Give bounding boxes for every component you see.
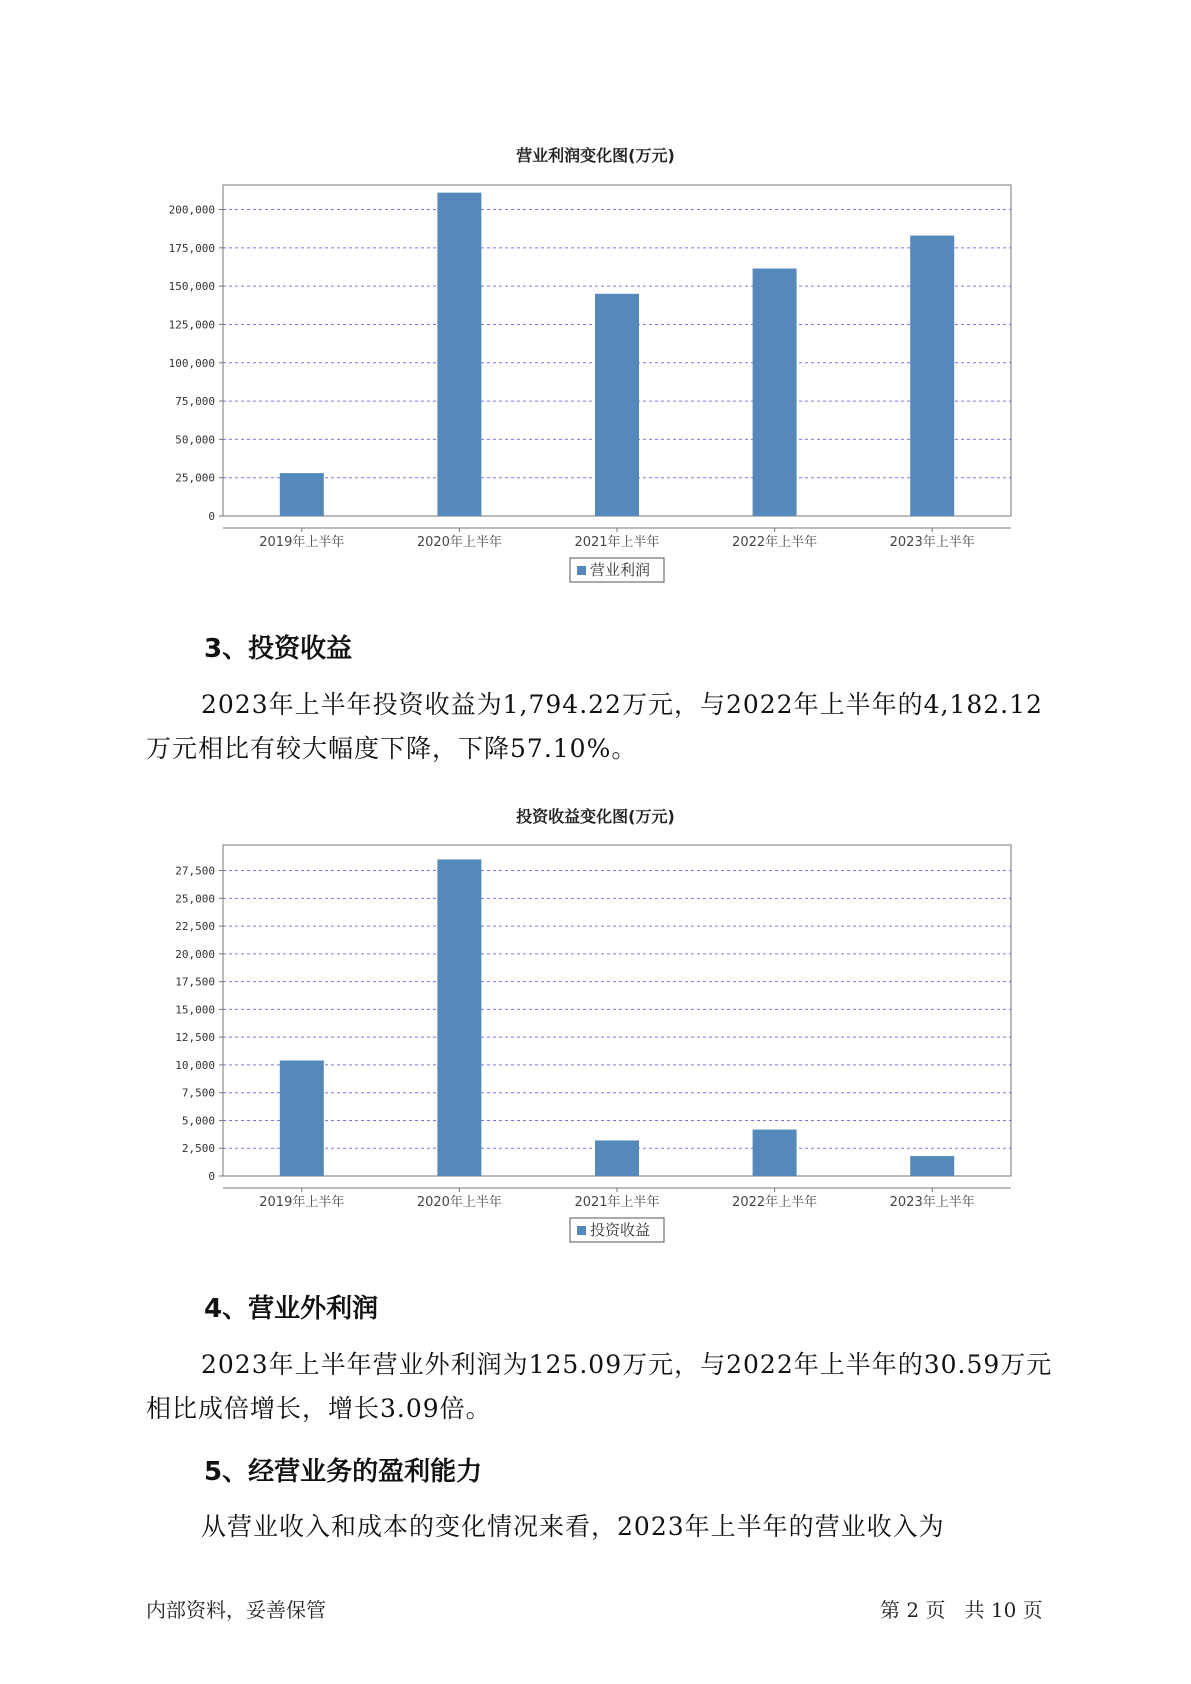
plot-area (223, 845, 1011, 1176)
legend-label: 投资收益 (590, 1221, 651, 1239)
y-tick-label: 50,000 (175, 433, 215, 447)
paragraph-non-operating: 2023年上半年营业外利润为125.09万元，与2022年上半年的30.59万元相比成倍增长，增长3.09倍。 (146, 1350, 1053, 1423)
section-heading-investment: 3、投资收益 (204, 634, 353, 664)
bar (753, 1130, 797, 1176)
y-tick-label: 100,000 (168, 356, 215, 370)
y-tick-label: 0 (208, 510, 215, 523)
y-tick-label: 7,500 (181, 1086, 215, 1100)
investment-income-chart (0, 820, 1191, 1260)
x-tick-label: 2020年上半年 (416, 535, 502, 550)
section-heading-profitability: 5、经营业务的盈利能力 (204, 1457, 483, 1487)
section-heading-non-operating: 4、营业外利润 (204, 1294, 379, 1324)
x-tick-label: 2022年上半年 (732, 1195, 818, 1210)
chart-2-title: 投资收益变化图(万元) (516, 807, 675, 826)
x-tick-label: 2020年上半年 (416, 1195, 502, 1210)
footer-page-number: 第 2 页 共 10 页 (880, 1598, 1043, 1622)
x-tick-label: 2021年上半年 (574, 1195, 660, 1210)
y-tick-label: 200,000 (168, 203, 215, 217)
paragraph-profitability: 从营业收入和成本的变化情况来看，2023年上半年的营业收入为 (201, 1512, 945, 1541)
bar (437, 193, 481, 516)
x-tick-label: 2021年上半年 (574, 535, 660, 550)
y-tick-label: 25,000 (175, 892, 215, 906)
y-tick-label: 22,500 (175, 920, 215, 934)
x-tick-label: 2023年上半年 (889, 1195, 975, 1210)
paragraph-investment: 2023年上半年投资收益为1,794.22万元，与2022年上半年的4,182.12万元相比有较大幅度下降，下降57.10%。 (146, 690, 1043, 763)
bar (910, 1156, 954, 1176)
bar (753, 269, 797, 516)
chart-1-title: 营业利润变化图(万元) (516, 146, 675, 165)
bar (595, 294, 639, 516)
y-tick-label: 12,500 (175, 1031, 215, 1045)
y-tick-label: 150,000 (168, 280, 215, 294)
legend-swatch (577, 1226, 586, 1235)
x-tick-label: 2022年上半年 (732, 535, 818, 550)
y-tick-label: 27,500 (175, 864, 215, 878)
legend-label: 营业利润 (590, 561, 651, 579)
bar (595, 1140, 639, 1176)
y-tick-label: 175,000 (168, 241, 215, 255)
y-tick-label: 2,500 (181, 1142, 215, 1156)
bar (437, 859, 481, 1176)
y-tick-label: 75,000 (175, 395, 215, 409)
bar (280, 1060, 324, 1176)
x-tick-label: 2019年上半年 (259, 535, 345, 550)
bar (280, 473, 324, 516)
y-tick-label: 10,000 (175, 1058, 215, 1072)
y-tick-label: 25,000 (175, 471, 215, 485)
y-tick-label: 125,000 (168, 318, 215, 332)
footer-confidential-note: 内部资料，妥善保管 (146, 1598, 326, 1622)
x-tick-label: 2023年上半年 (889, 535, 975, 550)
y-tick-label: 15,000 (175, 1003, 215, 1017)
x-tick-label: 2019年上半年 (259, 1195, 345, 1210)
y-tick-label: 17,500 (175, 975, 215, 989)
bar (910, 236, 954, 516)
y-tick-label: 20,000 (175, 947, 215, 961)
y-tick-label: 5,000 (181, 1114, 215, 1128)
y-tick-label: 0 (208, 1170, 215, 1183)
operating-profit-chart (0, 160, 1191, 600)
legend-swatch (577, 566, 586, 575)
